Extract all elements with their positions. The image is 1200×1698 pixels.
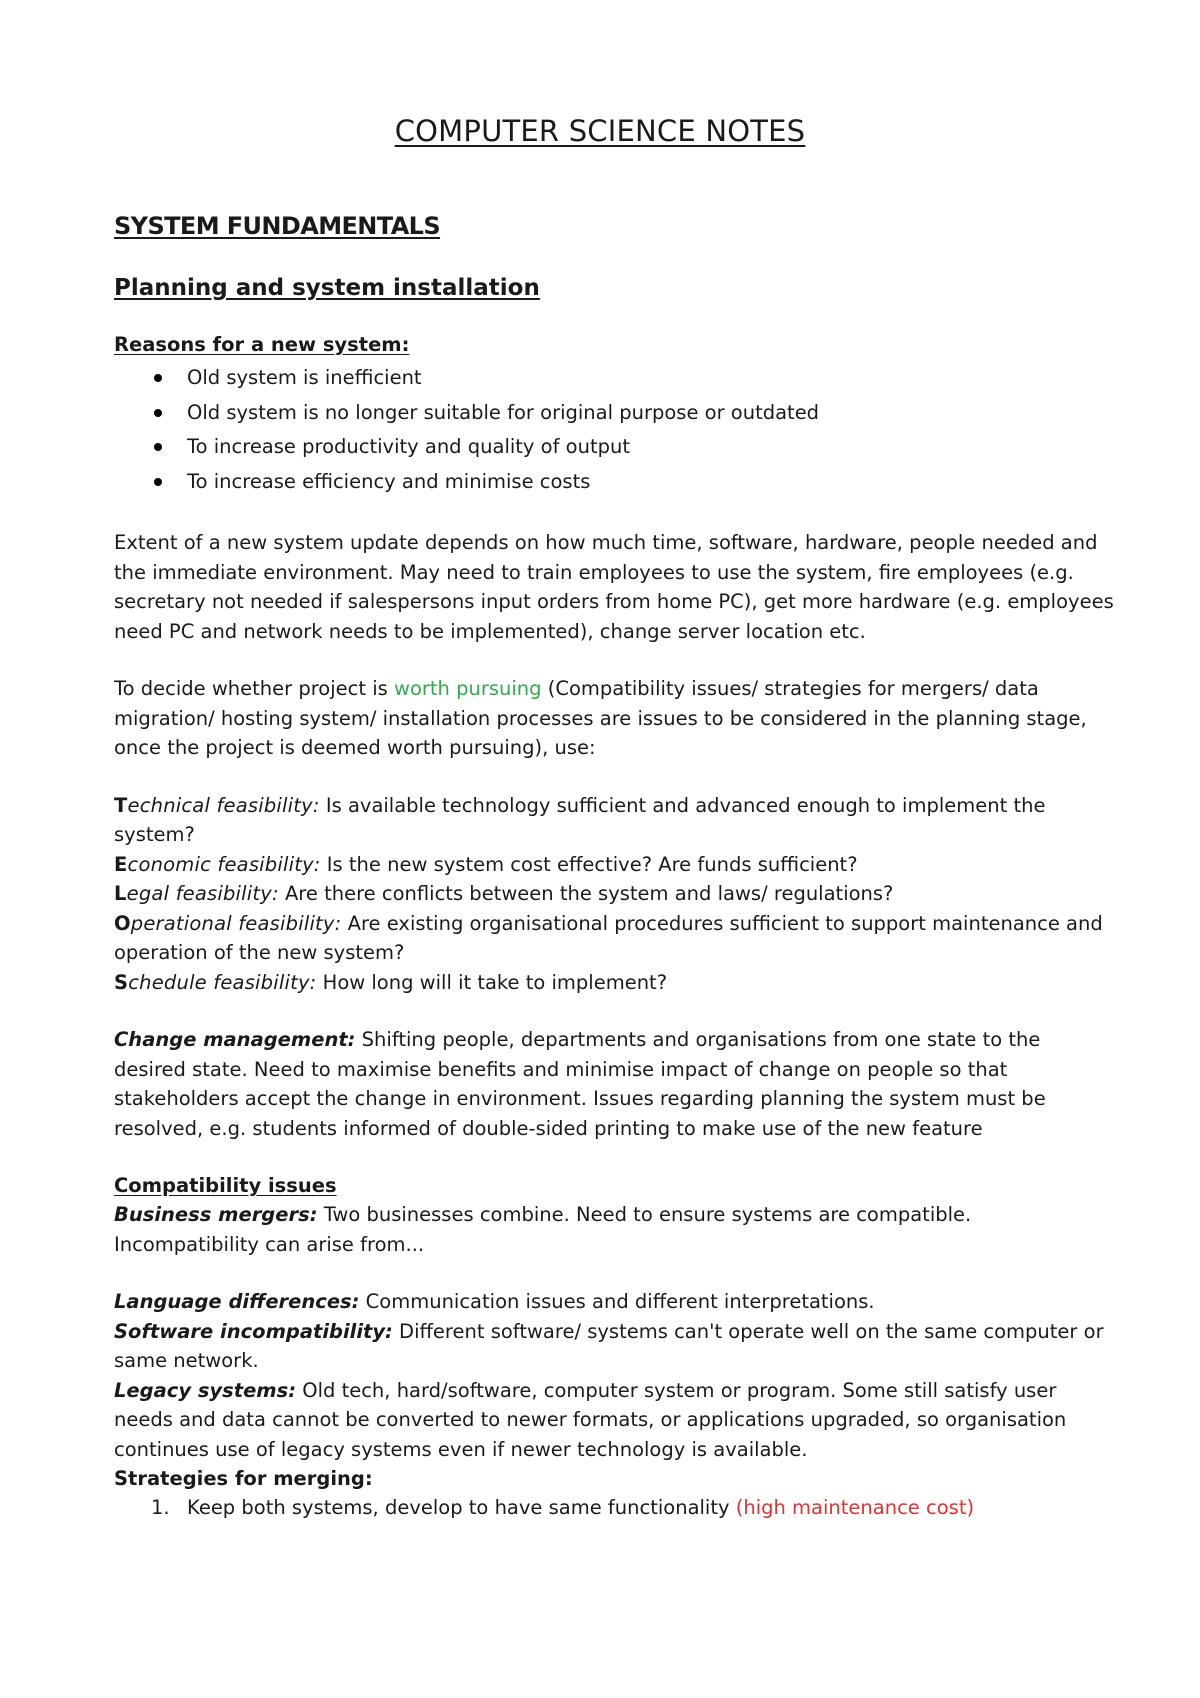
high-maintenance-note: (high maintenance cost) bbox=[735, 1496, 975, 1519]
bullet-icon bbox=[154, 478, 162, 486]
feasibility-list bbox=[114, 791, 1114, 998]
reasons-list bbox=[114, 361, 1114, 499]
list-item: Old system is inefficient bbox=[114, 361, 1114, 396]
section-heading: SYSTEM FUNDAMENTALS bbox=[114, 212, 441, 240]
change-management-term: Change management: bbox=[114, 1028, 356, 1051]
legacy-systems-paragraph: Legacy systems: Old tech, hard/software, computer system or program. Some still satisfy user needs and data cannot be converted to newer formats, or applications upgraded, so organisation continues use of legacy systems even if newer technology is available. bbox=[114, 1378, 1067, 1461]
page-title: COMPUTER SCIENCE NOTES bbox=[394, 114, 806, 148]
feasibility-economic: Economic feasibility: Is the new system cost effective? Are funds sufficient? bbox=[114, 852, 858, 876]
list-item: To increase efficiency and minimise costs bbox=[114, 465, 1114, 500]
list-item: 1. Keep both systems, develop to have same functionality (high maintenance cost) bbox=[151, 1496, 975, 1519]
worth-pursuing-highlight: worth pursuing bbox=[394, 677, 542, 700]
strategies-list bbox=[114, 1493, 1114, 1523]
language-differences-paragraph: Language differences: Communication issues and different interpretations. bbox=[114, 1290, 875, 1313]
extent-paragraph: Extent of a new system update depends on how much time, software, hardware, people needed and the immediate environment. May need to train employees to use the system, fire employees (e.g. secretary not needed if salespersons input orders from home PC), get more hardware (e.g. employees need PC and network needs to be implemented), change server location etc. bbox=[114, 531, 1114, 643]
list-item: To increase productivity and quality of output bbox=[114, 430, 1114, 465]
compatibility-label: Compatibility issues bbox=[114, 1174, 337, 1197]
business-mergers-paragraph: Business mergers: Two businesses combine. Need to ensure systems are compatible. Incompatibility can arise from... bbox=[114, 1203, 972, 1256]
feasibility-technical: Technical feasibility: Is available technology sufficient and advanced enough to implement the system? bbox=[114, 793, 1046, 846]
feasibility-operational: Operational feasibility: Are existing organisational procedures sufficient to support maintenance and operation of the new system? bbox=[114, 911, 1103, 964]
bullet-icon bbox=[154, 443, 162, 451]
decide-paragraph: To decide whether project is worth pursuing (Compatibility issues/ strategies for mergers/ data migration/ hosting system/ installation processes are issues to be considered in the planning stage, once the project is deemed worth pursuing), use: bbox=[114, 677, 1087, 759]
feasibility-schedule: Schedule feasibility: How long will it take to implement? bbox=[114, 970, 668, 994]
change-management-paragraph: Change management: Shifting people, departments and organisations from one state to the desired state. Need to maximise benefits and minimise impact of change on people so that stakeholders accept the change in environment. Issues regarding planning the system must be resolved, e.g. students informed of double-sided printing to make use of the new feature bbox=[114, 1028, 1046, 1140]
strategies-label: Strategies for merging: bbox=[114, 1467, 373, 1490]
list-item: Old system is no longer suitable for original purpose or outdated bbox=[114, 396, 1114, 431]
subsection-heading: Planning and system installation bbox=[114, 275, 540, 301]
bullet-icon bbox=[154, 374, 162, 382]
feasibility-legal: Legal feasibility: Are there conflicts between the system and laws/ regulations? bbox=[114, 882, 894, 905]
reasons-label: Reasons for a new system: bbox=[114, 333, 410, 356]
document-body bbox=[114, 210, 1114, 1523]
software-incompatibility-paragraph: Software incompatibility: Different software/ systems can't operate well on the same computer or same network. bbox=[114, 1319, 1104, 1372]
bullet-icon bbox=[154, 409, 162, 417]
